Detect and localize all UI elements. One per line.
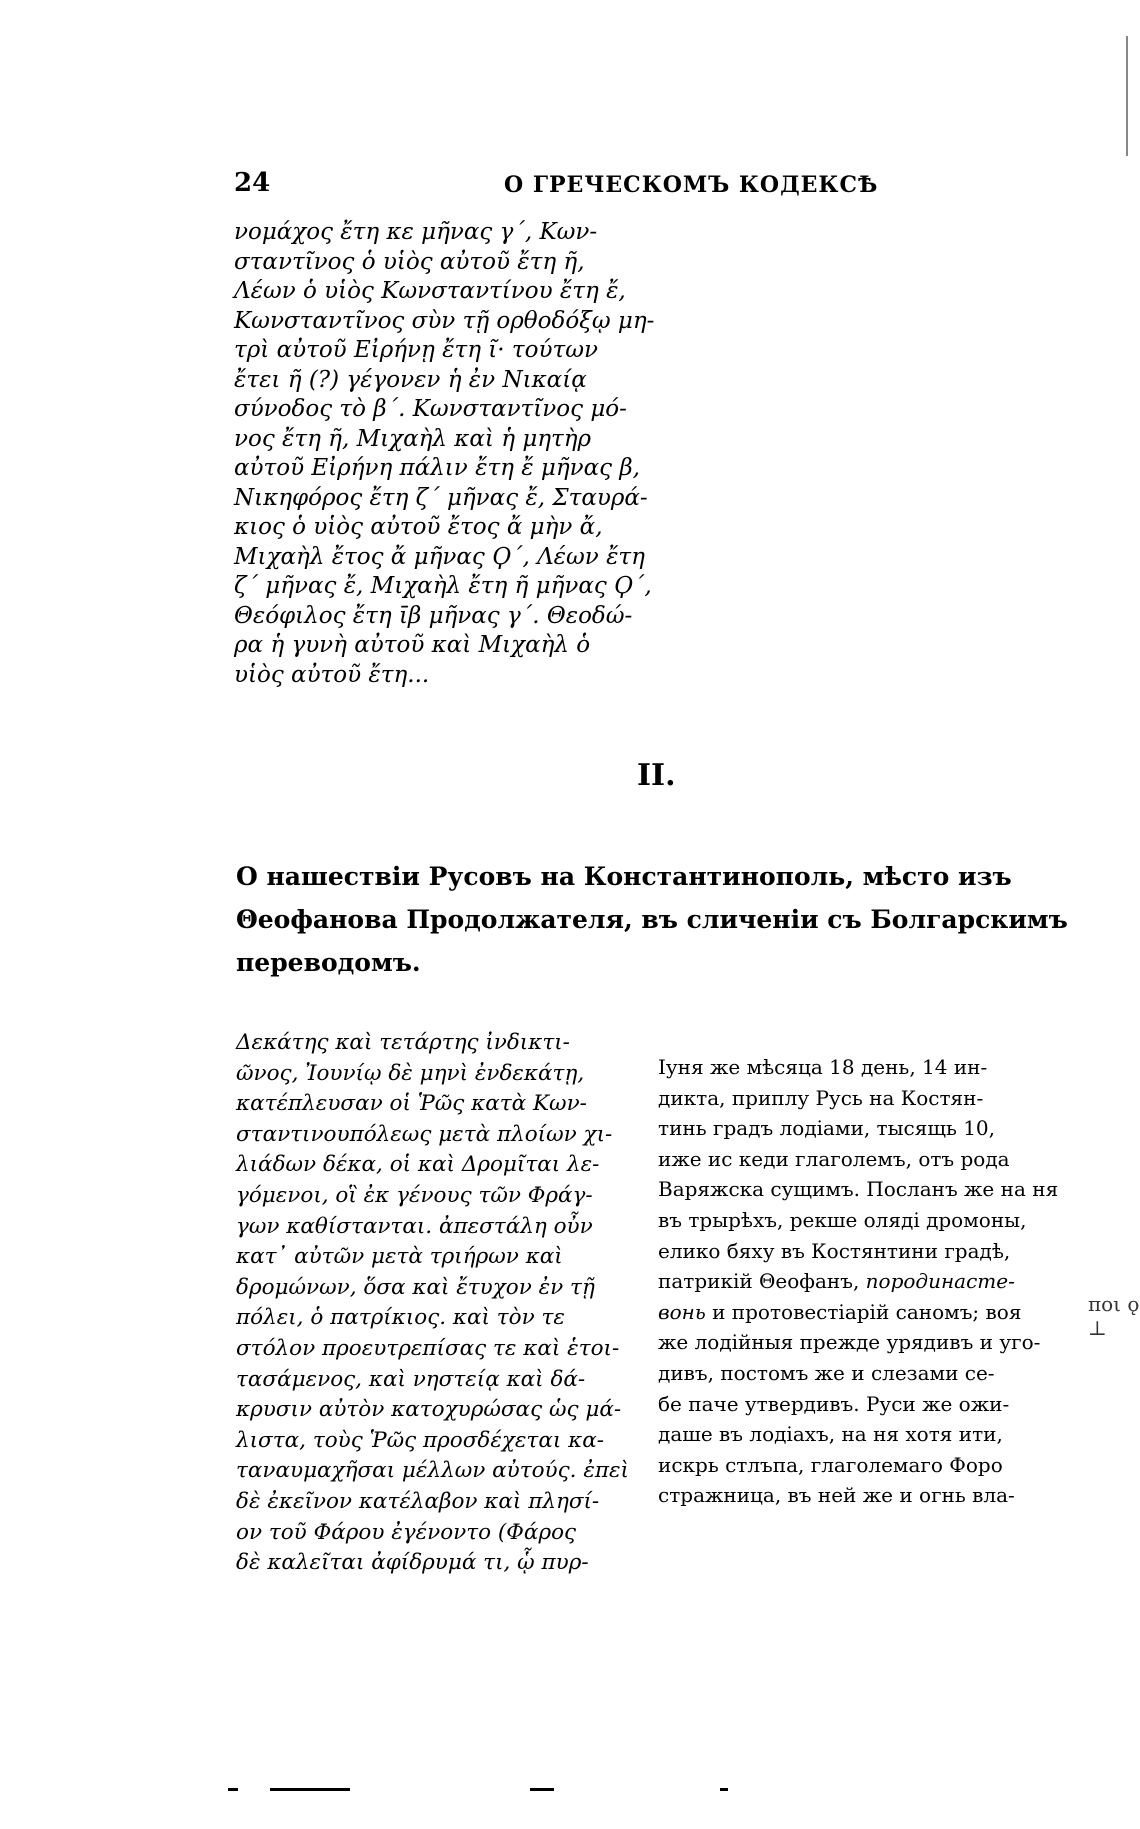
greek-chronicle-text bbox=[234, 218, 655, 690]
text-line: Δεκάτης καὶ τετάρτης ἰνδικτι- bbox=[236, 1030, 570, 1055]
italic-phrase: породинасте- bbox=[865, 1269, 1015, 1294]
page-edge-mark bbox=[1126, 36, 1128, 156]
section-title-line: О нашествіи Русовъ на Константинополь, мѣсто изъ bbox=[236, 862, 1012, 891]
page-header bbox=[234, 168, 1054, 202]
text-line: λιστα, τοὺς Ῥῶς προσδέχεται κα- bbox=[236, 1427, 604, 1453]
text-line: даше въ лодіахъ, на ня хотя ити, bbox=[658, 1422, 1003, 1447]
greek-column bbox=[236, 1028, 632, 1579]
scan-mark bbox=[530, 1788, 554, 1791]
italic-phrase: вонь bbox=[658, 1299, 706, 1324]
text-line: κιος ὁ υἱὸς αὐτοῦ ἔτος ἄ μὴν ἄ, bbox=[234, 514, 603, 540]
text-line: Κωνσταντῖνος σὺν τῇ ορθοδόξῳ μη- bbox=[234, 307, 655, 334]
scan-mark bbox=[228, 1788, 238, 1791]
text-line: искрь стлъпа, глаголемаго Форо bbox=[658, 1452, 1003, 1477]
text-line: πόλει, ὁ πατρίκιος. καὶ τὸν τε bbox=[236, 1305, 565, 1331]
text-line: ῶνος, Ἰουνίῳ δὲ μηνὶ ἐνδεκάτῃ, bbox=[236, 1060, 585, 1086]
text-line: ταναυμαχῆσαι μέλλων αὐτούς. ἐπεὶ bbox=[236, 1458, 629, 1484]
text-line-with-italic bbox=[658, 1297, 1058, 1328]
text-line: γόμενοι, οἳ ἐκ γένους τῶν Φράγ- bbox=[236, 1182, 593, 1208]
text-line: τρὶ αὐτοῦ Εἰρήνῃ ἔτη ῖ· τούτων bbox=[234, 337, 598, 363]
text-line: дикта, приплу Русь на Костян- bbox=[658, 1085, 984, 1110]
text-line: κρυσιν αὐτὸν κατοχυρώσας ὡς μά- bbox=[236, 1397, 622, 1423]
text-line: Νικηφόρος ἔτη ζ΄ μῆνας ἔ, Σταυρά- bbox=[234, 484, 648, 511]
text-line: σταντῖνος ὁ υἱὸς αὐτοῦ ἔτη ῆ, bbox=[234, 248, 585, 275]
text-line: δὲ καλεῖται ἀφίδρυμά τι, ᾧ πυρ- bbox=[236, 1550, 589, 1576]
margin-annotation: ποι ǫ ⊥ bbox=[1088, 1292, 1140, 1340]
text-line: κατέπλευσαν οἱ Ῥῶς κατὰ Κων- bbox=[236, 1091, 587, 1117]
section-title-line: переводомъ. bbox=[236, 948, 421, 977]
page-number: 24 bbox=[234, 168, 271, 198]
section-number: II. bbox=[637, 758, 676, 793]
text-line: αὐτοῦ Εἰρήνη πάλιν ἔτη ἔ μῆνας β, bbox=[234, 455, 640, 481]
text-line: σταντινουπόλεως μετὰ πλοίων χι- bbox=[236, 1121, 613, 1147]
text-line: тинь градъ лодіами, тысящь 10, bbox=[658, 1116, 996, 1141]
text-line: λιάδων δέκα, οἱ καὶ Δρομῖται λε- bbox=[236, 1152, 600, 1178]
running-title: О ГРЕЧЕСКОМЪ КОДЕКСѢ bbox=[504, 172, 879, 198]
text-line: Варяжска сущимъ. Посланъ же на ня bbox=[658, 1177, 1059, 1202]
section-title-line: Θеофанова Продолжателя, въ сличеніи съ Болгарскимъ bbox=[236, 905, 1068, 934]
scan-mark bbox=[270, 1788, 350, 1791]
text-line: Θεόφιλος ἔτη ῑβ μῆνας γ΄. Θεοδώ- bbox=[234, 602, 633, 629]
text-line: бе паче утвердивъ. Руси же ожи- bbox=[658, 1391, 1010, 1416]
scan-bottom-marks bbox=[0, 1780, 1140, 1800]
text-fragment: патрикій Θеофанъ, bbox=[658, 1269, 866, 1294]
text-line: στόλον προευτρεπίσας τε καὶ ἑτοι- bbox=[236, 1335, 620, 1361]
text-line: τασάμενος, καὶ νηστείᾳ καὶ δά- bbox=[236, 1366, 586, 1392]
text-line: же лодійныя прежде урядивъ и уго- bbox=[658, 1330, 1041, 1355]
scan-mark bbox=[720, 1788, 728, 1791]
text-line: κατ᾽ αὐτῶν μετὰ τριήρων καὶ bbox=[236, 1244, 563, 1270]
text-line: иже ис кеди глаголемъ, отъ рода bbox=[658, 1146, 1010, 1171]
text-line: стражница, въ ней же и огнь вла- bbox=[658, 1483, 1015, 1508]
section-title bbox=[236, 855, 1068, 984]
text-line: ζ΄ μῆνας ἔ, Μιχαὴλ ἔτη ῆ μῆνας Ϙ΄, bbox=[234, 573, 652, 599]
text-line: δὲ ἐκεῖνον κατέλαβον καὶ πλησί- bbox=[236, 1488, 600, 1514]
text-line: въ трырѣхъ, рекше олядi дромоны, bbox=[658, 1207, 1027, 1232]
text-line: ον τοῦ Φάρου ἐγένοντο (Φάρος bbox=[236, 1519, 577, 1545]
text-line: Μιχαὴλ ἔτος ἄ μῆνας Ϙ΄, Λέων ἔτη bbox=[234, 543, 645, 570]
text-line: σύνοδος τὸ β΄. Κωνσταντῖνος μό- bbox=[234, 396, 627, 422]
text-line: νομάχος ἔτη κε μῆνας γ΄, Κων- bbox=[234, 219, 598, 245]
text-line: Іуня же мѣсяца 18 день, 14 ин- bbox=[658, 1055, 988, 1079]
text-line: γων καθίστανται. ἀπεστάλη οὖν bbox=[236, 1213, 593, 1239]
text-line: елико бяху въ Костянтини градѣ, bbox=[658, 1238, 1011, 1263]
slavonic-column bbox=[658, 1052, 1058, 1511]
text-line: ρα ἡ γυνὴ αὐτοῦ καὶ Μιχαὴλ ὁ bbox=[234, 632, 591, 658]
text-line: υἱὸς αὐτοῦ ἔτη... bbox=[234, 661, 430, 688]
text-line-with-italic bbox=[658, 1266, 1058, 1297]
text-line: νος ἔτη ῆ, Μιχαὴλ καὶ ἡ μητὴρ bbox=[234, 425, 592, 452]
text-line: дивъ, постомъ же и слезами се- bbox=[658, 1360, 995, 1385]
text-line: δρομώνων, ὅσα καὶ ἔτυχον ἐν τῇ bbox=[236, 1274, 595, 1300]
text-fragment: и протовестіарій саномъ; воя bbox=[705, 1299, 1022, 1324]
text-line: ἔτει ῆ (?) γέγονεν ἡ ἐν Νικαίᾳ bbox=[234, 366, 587, 393]
text-line: Λέων ὁ υἱὸς Κωνσταντίνου ἔτη ἔ, bbox=[234, 278, 626, 304]
